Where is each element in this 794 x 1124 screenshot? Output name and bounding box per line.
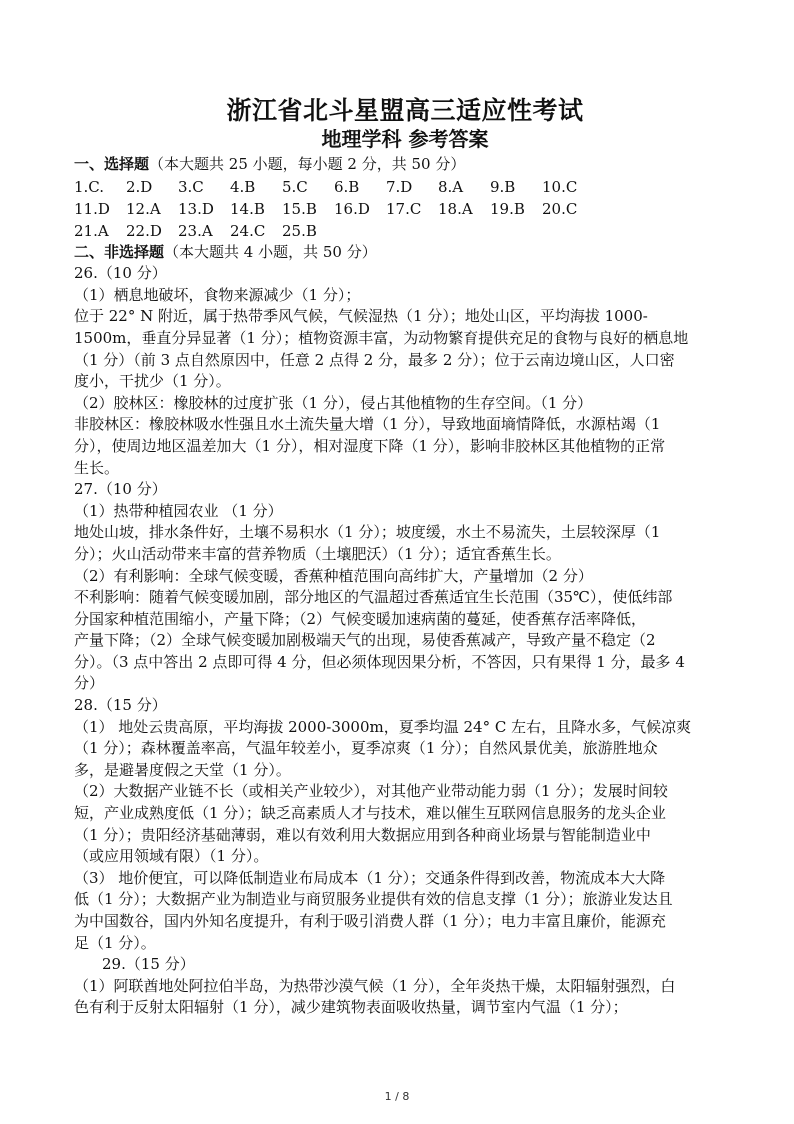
document-title: 浙江省北斗星盟高三适应性考试: [226, 96, 584, 125]
text-line: （1） 地处云贵高原，平均海拔 2000-3000m，夏季均温 24° C 左右，且降水多，气候凉爽: [74, 717, 692, 736]
question-heading: 29.（15 分）: [102, 955, 195, 974]
answer-cell: 8.A: [438, 177, 464, 196]
answer-cell: 10.C: [542, 177, 578, 196]
answer-cell: 4.B: [230, 177, 256, 196]
text-line: （2）大数据产业链不长（或相关产业较少），对其他产业带动能力弱（1 分）；发展时间较: [74, 782, 668, 801]
text-line: （1）栖息地破坏，食物来源减少（1 分）；: [74, 285, 361, 304]
text-line: （或应用领域有限）（1 分）。: [74, 847, 269, 866]
question-heading: 28.（15 分）: [74, 696, 167, 715]
question-heading: 27.（10 分）: [74, 480, 167, 499]
answer-cell: 14.B: [230, 199, 265, 218]
text-line: （1）热带种植园农业 （1 分）: [74, 501, 283, 520]
text-line: 分）。（3 点中答出 2 点即可得 4 分，但必须体现因果分析，不答因，只有果得 1 分，最多 4: [74, 652, 685, 671]
answer-cell: 1.C.: [74, 177, 105, 196]
section-2-heading: 二、非选择题: [74, 242, 165, 261]
text-line: 度小，干扰少（1 分）。: [74, 372, 231, 391]
answer-cell: 7.D: [386, 177, 413, 196]
answer-body: [74, 263, 736, 1019]
page-number: 1 / 8: [384, 1090, 410, 1103]
text-line: 分）: [74, 674, 105, 693]
text-line: （3） 地价便宜，可以降低制造业布局成本（1 分）；交通条件得到改善，物流成本大大降: [74, 868, 666, 887]
answer-cell: 11.D: [74, 199, 110, 218]
answer-cell: 3.C: [178, 177, 204, 196]
document-subtitle: 地理学科 参考答案: [321, 127, 489, 151]
answer-row: [74, 198, 736, 220]
section-1-header: [74, 154, 736, 176]
text-line: 1500m，垂直分异显著（1 分）；植物资源丰富，为动物繁育提供充足的食物与良好的栖息地: [74, 328, 689, 347]
answer-row: [74, 220, 736, 242]
text-line: 产量下降；（2）全球气候变暖加剧极端天气的出现，易使香蕉减产，导致产量不稳定（2: [74, 631, 656, 650]
section-1-note: （本大题共 25 小题，每小题 2 分，共 50 分）: [149, 155, 466, 173]
text-line: （1）阿联酋地处阿拉伯半岛，为热带沙漠气候（1 分），全年炎热干燥，太阳辐射强烈，白: [74, 976, 676, 995]
answer-cell: 13.D: [178, 199, 214, 218]
question-heading: 26.（10 分）: [74, 264, 167, 283]
section-2-header: [74, 242, 736, 264]
answer-cell: 19.B: [490, 199, 525, 218]
answer-cell: 5.C: [282, 177, 308, 196]
answer-cell: 16.D: [334, 199, 370, 218]
text-line: 位于 22° N 附近，属于热带季风气候，气候湿热（1 分）；地处山区，平均海拔 1000-: [74, 307, 648, 326]
answer-cell: 17.C: [386, 199, 422, 218]
answer-cell: 12.A: [126, 199, 161, 218]
text-line: （1 分）；贵阳经济基础薄弱，难以有效利用大数据应用到各种商业场景与智能制造业中: [74, 825, 651, 844]
text-line: 非胶林区：橡胶林吸水性强且水土流失量大增（1 分），导致地面墒情降低，水源枯竭（1: [74, 415, 661, 434]
text-line: 短，产业成熟度低（1 分）；缺乏高素质人才与技术，难以催生互联网信息服务的龙头企业: [74, 804, 666, 823]
answer-cell: 22.D: [126, 221, 162, 240]
answer-cell: 18.A: [438, 199, 473, 218]
text-line: 为中国数谷，国内外知名度提升，有利于吸引消费人群（1 分）；电力丰富且廉价，能源充: [74, 912, 666, 930]
answer-cell: 21.A: [74, 221, 109, 240]
answer-row: [74, 176, 736, 198]
text-line: 色有利于反射太阳辐射（1 分），减少建筑物表面吸收热量，调节室内气温（1 分）；: [74, 998, 628, 1017]
section-1-heading: 一、选择题: [74, 155, 150, 173]
answer-cell: 24.C: [230, 221, 266, 240]
section-2-note: （本大题共 4 小题，共 50 分）: [164, 242, 377, 261]
answer-cell: 20.C: [542, 199, 578, 218]
text-line: （2）有利影响：全球气候变暖，香蕉种植范围向高纬扩大，产量增加（2 分）: [74, 566, 593, 585]
answer-cell: 23.A: [178, 221, 213, 240]
text-line: 低（1 分）；大数据产业为制造业与商贸服务业提供有效的信息支撑（1 分）；旅游业发达且: [74, 890, 673, 909]
text-line: 分）；火山活动带来丰富的营养物质（土壤肥沃）（1 分）；适宜香蕉生长。: [74, 544, 561, 563]
text-line: 不利影响：随着气候变暖加剧，部分地区的气温超过香蕉适宜生长范围（35℃），使低纬部: [74, 588, 673, 607]
text-line: （1 分）；森林覆盖率高，气温年较差小，夏季凉爽（1 分）；自然风景优美，旅游胜地众: [74, 739, 658, 758]
text-line: 地处山坡，排水条件好，土壤不易积水（1 分）；坡度缓，水土不易流失，土层较深厚（1: [74, 523, 661, 542]
text-line: 足（1 分）。: [74, 933, 156, 952]
answer-cell: 6.B: [334, 177, 360, 196]
answer-cell: 2.D: [126, 177, 153, 196]
text-line: （1 分）（前 3 点自然原因中，任意 2 点得 2 分，最多 2 分）；位于云南边境山区，人口密: [74, 350, 675, 369]
text-line: （2）胶林区：橡胶林的过度扩张（1 分），侵占其他植物的生存空间。（1 分）: [74, 393, 593, 412]
answer-cell: 9.B: [490, 177, 516, 196]
answer-cell: 25.B: [282, 221, 317, 240]
text-line: 分），使周边地区温差加大（1 分），相对湿度下降（1 分），影响非胶林区其他植物的正常: [74, 436, 666, 455]
text-line: 多，是避暑度假之天堂（1 分）。: [74, 760, 291, 779]
text-line: 分国家种植范围缩小，产量下降；（2）气候变暖加速病菌的蔓延，使香蕉存活率降低，: [74, 609, 647, 628]
answer-cell: 15.B: [282, 199, 317, 218]
text-line: 生长。: [74, 458, 120, 477]
